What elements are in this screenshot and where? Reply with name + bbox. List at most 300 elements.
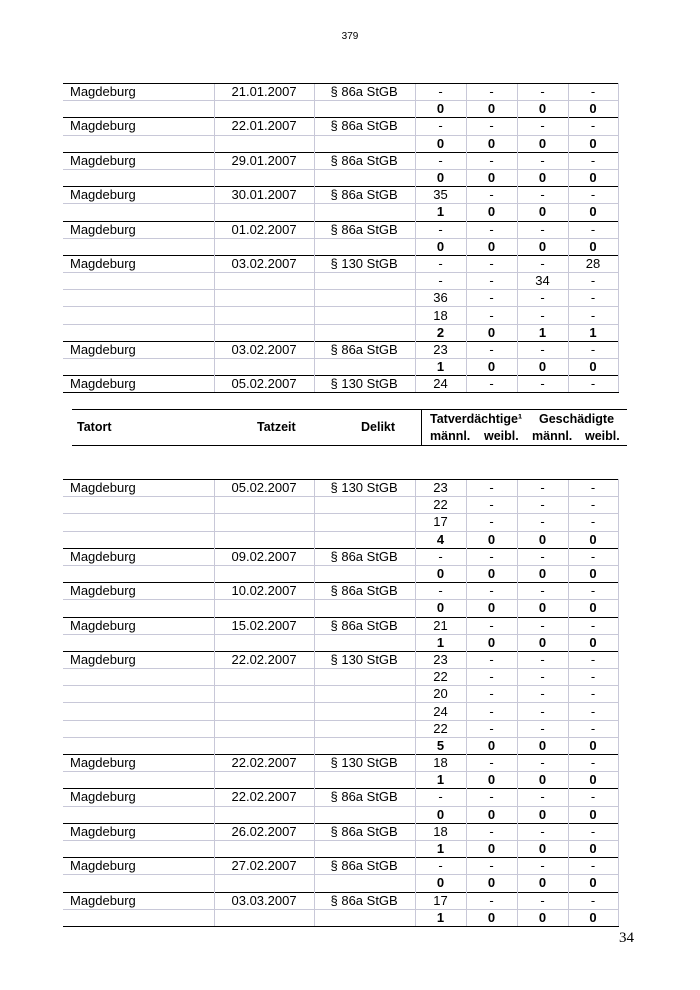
cell-tv-weibl: -	[466, 686, 517, 703]
cell-tatzeit	[214, 565, 314, 582]
cell-tatort: Magdeburg	[63, 187, 214, 204]
cell-tv-weibl: 0	[466, 840, 517, 857]
cell-tv-maennl: 1	[415, 909, 466, 926]
cell-delikt	[314, 600, 415, 617]
cell-tatort	[63, 135, 214, 152]
table-row	[63, 290, 618, 307]
incident-table-lower	[63, 479, 619, 927]
cell-tatzeit	[214, 772, 314, 789]
cell-delikt	[314, 772, 415, 789]
cell-tatzeit	[214, 101, 314, 118]
table-row	[63, 238, 618, 255]
cell-tatzeit	[214, 840, 314, 857]
cell-tatzeit	[214, 600, 314, 617]
cell-ges-maennl: -	[517, 583, 568, 600]
cell-delikt: § 86a StGB	[314, 858, 415, 875]
table-row	[63, 823, 618, 840]
cell-delikt	[314, 290, 415, 307]
cell-tv-maennl: 21	[415, 617, 466, 634]
cell-tatort	[63, 806, 214, 823]
cell-tatzeit: 03.02.2007	[214, 255, 314, 272]
header-tatzeit: Tatzeit	[257, 420, 296, 434]
cell-tatort	[63, 359, 214, 376]
table-row	[63, 548, 618, 565]
cell-tv-maennl: 22	[415, 669, 466, 686]
cell-tv-weibl: -	[466, 255, 517, 272]
cell-ges-weibl: -	[568, 273, 618, 290]
cell-tatort	[63, 634, 214, 651]
table-row	[63, 583, 618, 600]
cell-tatort	[63, 909, 214, 926]
cell-tv-maennl: 22	[415, 497, 466, 514]
cell-tv-maennl: 1	[415, 634, 466, 651]
cell-ges-weibl: -	[568, 118, 618, 135]
cell-tatort: Magdeburg	[63, 858, 214, 875]
cell-ges-weibl: -	[568, 892, 618, 909]
cell-tv-maennl: -	[415, 548, 466, 565]
cell-tv-maennl: 24	[415, 376, 466, 393]
cell-tatzeit	[214, 806, 314, 823]
cell-ges-maennl: 0	[517, 101, 568, 118]
cell-tatort	[63, 169, 214, 186]
cell-tatort	[63, 737, 214, 754]
page-number-top: 379	[341, 31, 359, 42]
cell-tatzeit: 27.02.2007	[214, 858, 314, 875]
cell-tv-maennl: -	[415, 152, 466, 169]
cell-tatort	[63, 772, 214, 789]
cell-tv-maennl: -	[415, 858, 466, 875]
cell-tv-weibl: -	[466, 720, 517, 737]
cell-ges-weibl: 0	[568, 135, 618, 152]
table-row	[63, 669, 618, 686]
cell-tatzeit: 05.02.2007	[214, 376, 314, 393]
cell-tatort	[63, 686, 214, 703]
cell-ges-weibl: 0	[568, 737, 618, 754]
cell-delikt: § 130 StGB	[314, 651, 415, 668]
cell-tv-maennl: 5	[415, 737, 466, 754]
cell-ges-weibl: -	[568, 221, 618, 238]
cell-delikt	[314, 359, 415, 376]
cell-tatzeit: 01.02.2007	[214, 221, 314, 238]
cell-tv-weibl: 0	[466, 324, 517, 341]
cell-tv-weibl: -	[466, 514, 517, 531]
cell-tv-maennl: 17	[415, 514, 466, 531]
cell-tatort	[63, 531, 214, 548]
cell-ges-maennl: 0	[517, 531, 568, 548]
cell-tatzeit	[214, 669, 314, 686]
cell-tatort: Magdeburg	[63, 84, 214, 101]
cell-tatzeit: 22.02.2007	[214, 789, 314, 806]
cell-tv-maennl: 0	[415, 101, 466, 118]
cell-tv-maennl: 4	[415, 531, 466, 548]
cell-ges-maennl: -	[517, 307, 568, 324]
cell-tv-weibl: -	[466, 548, 517, 565]
cell-tv-maennl: 0	[415, 600, 466, 617]
cell-ges-maennl: -	[517, 221, 568, 238]
cell-tatort: Magdeburg	[63, 221, 214, 238]
cell-tv-maennl: -	[415, 255, 466, 272]
cell-tv-maennl: -	[415, 789, 466, 806]
cell-tv-weibl: -	[466, 290, 517, 307]
cell-delikt	[314, 703, 415, 720]
cell-delikt	[314, 840, 415, 857]
cell-tv-weibl: 0	[466, 238, 517, 255]
cell-tv-weibl: -	[466, 307, 517, 324]
table-row	[63, 755, 618, 772]
cell-delikt	[314, 875, 415, 892]
cell-tv-maennl: -	[415, 583, 466, 600]
cell-ges-weibl: 0	[568, 359, 618, 376]
cell-ges-maennl: -	[517, 858, 568, 875]
cell-ges-weibl: 0	[568, 101, 618, 118]
cell-tatort: Magdeburg	[63, 480, 214, 497]
cell-tatort	[63, 273, 214, 290]
cell-ges-weibl: 0	[568, 840, 618, 857]
cell-delikt	[314, 531, 415, 548]
cell-tatort: Magdeburg	[63, 548, 214, 565]
cell-delikt	[314, 307, 415, 324]
cell-tv-weibl: -	[466, 617, 517, 634]
cell-tatzeit	[214, 703, 314, 720]
cell-tv-weibl: -	[466, 858, 517, 875]
table-row	[63, 840, 618, 857]
cell-ges-weibl: -	[568, 858, 618, 875]
cell-ges-maennl: 0	[517, 135, 568, 152]
cell-ges-weibl: -	[568, 651, 618, 668]
table-row	[63, 600, 618, 617]
cell-tv-weibl: 0	[466, 101, 517, 118]
cell-delikt	[314, 135, 415, 152]
cell-tatort	[63, 101, 214, 118]
cell-ges-maennl: 0	[517, 806, 568, 823]
page-number-bottom: 34	[619, 930, 634, 946]
cell-delikt: § 130 StGB	[314, 376, 415, 393]
cell-ges-maennl: 0	[517, 875, 568, 892]
table-row	[63, 703, 618, 720]
cell-ges-maennl: -	[517, 892, 568, 909]
cell-delikt: § 86a StGB	[314, 152, 415, 169]
cell-ges-maennl: -	[517, 341, 568, 358]
cell-ges-weibl: 0	[568, 909, 618, 926]
cell-tv-maennl: 1	[415, 772, 466, 789]
cell-tv-maennl: 2	[415, 324, 466, 341]
cell-tv-weibl: 0	[466, 169, 517, 186]
cell-tatzeit	[214, 204, 314, 221]
cell-ges-weibl: 0	[568, 875, 618, 892]
cell-tv-maennl: 0	[415, 875, 466, 892]
table-row	[63, 892, 618, 909]
cell-ges-weibl: -	[568, 514, 618, 531]
cell-ges-maennl: 0	[517, 565, 568, 582]
cell-tv-weibl: -	[466, 221, 517, 238]
table-row	[63, 737, 618, 754]
cell-ges-maennl: -	[517, 703, 568, 720]
header-divider	[421, 410, 422, 445]
cell-tv-weibl: 0	[466, 772, 517, 789]
cell-ges-maennl: -	[517, 255, 568, 272]
cell-tv-maennl: -	[415, 118, 466, 135]
cell-tv-maennl: -	[415, 84, 466, 101]
cell-tv-maennl: 22	[415, 720, 466, 737]
table-row	[63, 169, 618, 186]
cell-ges-weibl: -	[568, 617, 618, 634]
cell-tv-weibl: -	[466, 341, 517, 358]
cell-tatzeit	[214, 909, 314, 926]
cell-tatzeit: 05.02.2007	[214, 480, 314, 497]
cell-ges-maennl: 0	[517, 238, 568, 255]
cell-tatzeit	[214, 238, 314, 255]
cell-ges-maennl: -	[517, 823, 568, 840]
cell-delikt	[314, 806, 415, 823]
cell-tatort	[63, 307, 214, 324]
cell-tatzeit	[214, 720, 314, 737]
cell-tatzeit: 03.03.2007	[214, 892, 314, 909]
cell-tatzeit	[214, 737, 314, 754]
table-row	[63, 187, 618, 204]
cell-ges-weibl: 0	[568, 600, 618, 617]
cell-tv-maennl: 23	[415, 480, 466, 497]
cell-tv-weibl: -	[466, 583, 517, 600]
cell-tv-weibl: 0	[466, 634, 517, 651]
cell-ges-maennl: -	[517, 290, 568, 307]
incident-table-upper	[63, 83, 619, 393]
cell-delikt: § 86a StGB	[314, 583, 415, 600]
cell-tv-weibl: -	[466, 789, 517, 806]
cell-tatort	[63, 840, 214, 857]
cell-tv-weibl: -	[466, 376, 517, 393]
cell-tv-weibl: -	[466, 669, 517, 686]
cell-tatort: Magdeburg	[63, 152, 214, 169]
table-row	[63, 324, 618, 341]
cell-ges-weibl: -	[568, 187, 618, 204]
cell-tatzeit: 22.01.2007	[214, 118, 314, 135]
cell-tatort: Magdeburg	[63, 583, 214, 600]
cell-tv-maennl: 36	[415, 290, 466, 307]
cell-tv-weibl: 0	[466, 875, 517, 892]
cell-tatzeit: 10.02.2007	[214, 583, 314, 600]
cell-delikt: § 86a StGB	[314, 892, 415, 909]
cell-delikt: § 86a StGB	[314, 789, 415, 806]
cell-tv-weibl: 0	[466, 204, 517, 221]
cell-delikt	[314, 686, 415, 703]
cell-tv-maennl: 0	[415, 135, 466, 152]
cell-tv-maennl: -	[415, 221, 466, 238]
cell-tatort	[63, 703, 214, 720]
cell-tatort: Magdeburg	[63, 118, 214, 135]
cell-tv-maennl: 24	[415, 703, 466, 720]
table-row	[63, 686, 618, 703]
table-row	[63, 221, 618, 238]
cell-ges-weibl: 0	[568, 169, 618, 186]
cell-tatzeit	[214, 169, 314, 186]
cell-delikt: § 86a StGB	[314, 341, 415, 358]
cell-tatzeit: 03.02.2007	[214, 341, 314, 358]
cell-delikt: § 130 StGB	[314, 755, 415, 772]
table-row	[63, 255, 618, 272]
cell-ges-weibl: -	[568, 720, 618, 737]
cell-tv-maennl: 18	[415, 755, 466, 772]
cell-tatzeit	[214, 273, 314, 290]
table-row	[63, 84, 618, 101]
cell-tatort: Magdeburg	[63, 789, 214, 806]
cell-delikt: § 130 StGB	[314, 255, 415, 272]
table-row	[63, 875, 618, 892]
cell-tatort	[63, 669, 214, 686]
column-header	[72, 409, 627, 446]
cell-delikt	[314, 324, 415, 341]
cell-tatort: Magdeburg	[63, 651, 214, 668]
table-row	[63, 152, 618, 169]
cell-tatzeit: 30.01.2007	[214, 187, 314, 204]
table-row	[63, 858, 618, 875]
cell-tv-maennl: 23	[415, 651, 466, 668]
cell-tatzeit: 22.02.2007	[214, 755, 314, 772]
cell-ges-weibl: -	[568, 480, 618, 497]
cell-delikt: § 86a StGB	[314, 221, 415, 238]
cell-ges-weibl: 0	[568, 565, 618, 582]
cell-delikt: § 86a StGB	[314, 823, 415, 840]
cell-tv-weibl: -	[466, 118, 517, 135]
cell-tatort: Magdeburg	[63, 823, 214, 840]
cell-tatort	[63, 600, 214, 617]
cell-tv-maennl: 0	[415, 565, 466, 582]
cell-tv-weibl: -	[466, 892, 517, 909]
cell-delikt: § 86a StGB	[314, 617, 415, 634]
cell-ges-weibl: -	[568, 341, 618, 358]
cell-ges-weibl: -	[568, 686, 618, 703]
cell-delikt: § 86a StGB	[314, 118, 415, 135]
cell-ges-weibl: -	[568, 789, 618, 806]
cell-ges-weibl: -	[568, 152, 618, 169]
cell-ges-maennl: -	[517, 187, 568, 204]
cell-delikt: § 86a StGB	[314, 84, 415, 101]
cell-ges-weibl: -	[568, 583, 618, 600]
cell-tatzeit: 15.02.2007	[214, 617, 314, 634]
cell-ges-maennl: -	[517, 789, 568, 806]
header-ges-weibl: weibl.	[585, 429, 620, 443]
cell-delikt	[314, 169, 415, 186]
table-row	[63, 789, 618, 806]
cell-ges-weibl: 0	[568, 772, 618, 789]
cell-tv-weibl: -	[466, 273, 517, 290]
cell-tatzeit	[214, 686, 314, 703]
cell-ges-maennl: 34	[517, 273, 568, 290]
cell-tv-weibl: 0	[466, 909, 517, 926]
cell-tatzeit: 21.01.2007	[214, 84, 314, 101]
table-row	[63, 497, 618, 514]
cell-ges-maennl: -	[517, 84, 568, 101]
table-row	[63, 273, 618, 290]
cell-tv-weibl: 0	[466, 806, 517, 823]
header-geschaedigte: Geschädigte	[539, 412, 615, 426]
cell-ges-maennl: -	[517, 514, 568, 531]
cell-ges-weibl: -	[568, 84, 618, 101]
cell-tatort	[63, 324, 214, 341]
cell-tatort: Magdeburg	[63, 255, 214, 272]
cell-tv-weibl: -	[466, 823, 517, 840]
cell-tatort: Magdeburg	[63, 617, 214, 634]
cell-tatzeit	[214, 290, 314, 307]
cell-tatort	[63, 497, 214, 514]
cell-tatort	[63, 565, 214, 582]
cell-tv-weibl: -	[466, 497, 517, 514]
cell-tv-weibl: 0	[466, 565, 517, 582]
cell-tatzeit: 26.02.2007	[214, 823, 314, 840]
cell-tv-maennl: 23	[415, 341, 466, 358]
cell-tv-weibl: 0	[466, 737, 517, 754]
cell-ges-maennl: 0	[517, 204, 568, 221]
cell-delikt: § 130 StGB	[314, 480, 415, 497]
cell-ges-maennl: 0	[517, 840, 568, 857]
cell-ges-maennl: 0	[517, 600, 568, 617]
cell-tatzeit	[214, 634, 314, 651]
cell-ges-maennl: -	[517, 651, 568, 668]
cell-tv-maennl: 18	[415, 307, 466, 324]
table-row	[63, 720, 618, 737]
cell-tv-weibl: -	[466, 152, 517, 169]
cell-tatzeit: 22.02.2007	[214, 651, 314, 668]
cell-delikt	[314, 565, 415, 582]
cell-delikt	[314, 497, 415, 514]
cell-tatort	[63, 238, 214, 255]
cell-ges-maennl: 0	[517, 359, 568, 376]
cell-delikt: § 86a StGB	[314, 548, 415, 565]
cell-tv-weibl: 0	[466, 531, 517, 548]
table-row	[63, 376, 618, 393]
header-ges-maennl: männl.	[532, 429, 573, 443]
cell-tv-maennl: 35	[415, 187, 466, 204]
cell-ges-weibl: -	[568, 669, 618, 686]
header-delikt: Delikt	[361, 420, 396, 434]
cell-ges-weibl: 0	[568, 531, 618, 548]
cell-ges-maennl: -	[517, 480, 568, 497]
cell-ges-weibl: 0	[568, 238, 618, 255]
table-row	[63, 101, 618, 118]
cell-tatzeit	[214, 307, 314, 324]
cell-delikt	[314, 737, 415, 754]
cell-ges-weibl: -	[568, 497, 618, 514]
cell-ges-maennl: -	[517, 755, 568, 772]
cell-delikt	[314, 634, 415, 651]
cell-tatzeit	[214, 531, 314, 548]
table-row	[63, 531, 618, 548]
cell-delikt: § 86a StGB	[314, 187, 415, 204]
cell-tv-weibl: -	[466, 651, 517, 668]
cell-tatzeit	[214, 514, 314, 531]
cell-ges-maennl: 0	[517, 634, 568, 651]
cell-tatzeit	[214, 875, 314, 892]
cell-delikt	[314, 720, 415, 737]
cell-ges-weibl: -	[568, 307, 618, 324]
cell-tatort	[63, 720, 214, 737]
cell-ges-weibl: -	[568, 548, 618, 565]
cell-tatort: Magdeburg	[63, 755, 214, 772]
cell-ges-maennl: -	[517, 497, 568, 514]
cell-tatort: Magdeburg	[63, 376, 214, 393]
table-row	[63, 634, 618, 651]
cell-tv-weibl: 0	[466, 359, 517, 376]
cell-ges-maennl: 0	[517, 909, 568, 926]
cell-ges-weibl: 0	[568, 634, 618, 651]
cell-tv-maennl: -	[415, 273, 466, 290]
table-row	[63, 204, 618, 221]
cell-ges-maennl: 0	[517, 737, 568, 754]
cell-tatzeit	[214, 497, 314, 514]
table-row	[63, 341, 618, 358]
header-tv-maennl: männl.	[430, 429, 471, 443]
cell-delikt	[314, 101, 415, 118]
cell-ges-maennl: 1	[517, 324, 568, 341]
